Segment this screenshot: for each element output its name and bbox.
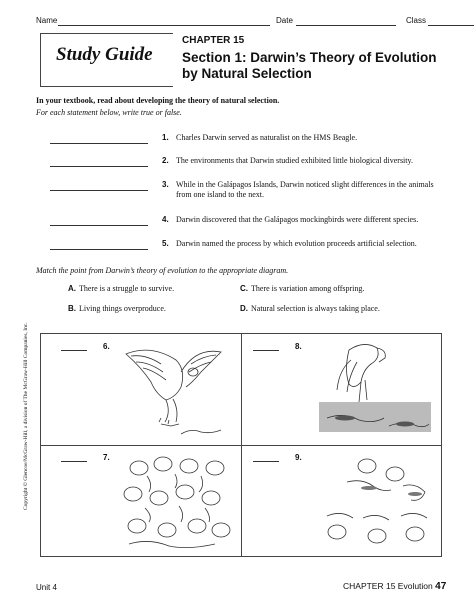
answer-blank-2[interactable] bbox=[50, 166, 148, 167]
option-a bbox=[68, 284, 174, 293]
footer-chapter bbox=[343, 581, 446, 592]
statement-number: 2. bbox=[162, 156, 169, 165]
name-label: Name bbox=[36, 16, 58, 25]
statement-number: 1. bbox=[162, 133, 169, 142]
statement-number: 4. bbox=[162, 215, 169, 224]
ground-shading bbox=[319, 402, 431, 432]
answer-blank-5[interactable] bbox=[50, 249, 148, 250]
diagram-number: 7. bbox=[103, 453, 110, 462]
diagram-number: 9. bbox=[295, 453, 302, 462]
reading-instruction: In your textbook, read about developing the theory of natural selection. bbox=[36, 96, 280, 105]
matching-instruction: Match the point from Darwin’s theory of evolution to the appropriate diagram. bbox=[36, 266, 289, 275]
diagram-answer-blank-7[interactable] bbox=[61, 461, 87, 462]
statement-text: Darwin named the process by which evolution proceeds artificial selection. bbox=[176, 239, 417, 248]
option-d bbox=[240, 304, 380, 313]
option-letter: C. bbox=[240, 284, 248, 293]
page-number: 47 bbox=[435, 581, 447, 592]
eagle-hunting-illustration bbox=[121, 342, 236, 442]
statement-text: Darwin discovered that the Galápagos mockingbirds were different species. bbox=[176, 215, 419, 224]
option-letter: D. bbox=[240, 304, 248, 313]
class-label: Class bbox=[406, 16, 427, 25]
section-title: Section 1: Darwin’s Theory of Evolution by Natural Selection bbox=[182, 50, 437, 81]
eggs-hatching-illustration bbox=[119, 452, 237, 554]
study-guide-title: Study Guide bbox=[56, 44, 153, 65]
date-label: Date bbox=[276, 16, 293, 25]
copyright-notice: Copyright © Glencoe/McGraw-Hill, a division of The McGraw-Hill Companies, Inc. bbox=[23, 322, 29, 510]
option-c bbox=[240, 284, 364, 293]
statement-text: Charles Darwin served as naturalist on the HMS Beagle. bbox=[176, 133, 358, 142]
name-field[interactable] bbox=[58, 25, 270, 26]
diagram-answer-blank-8[interactable] bbox=[253, 350, 279, 351]
statement-number: 3. bbox=[162, 180, 169, 189]
grid-divider bbox=[41, 445, 441, 446]
footer-chapter-label: CHAPTER 15 Evolution bbox=[343, 581, 433, 591]
footer-unit: Unit 4 bbox=[36, 583, 57, 592]
diagram-number: 6. bbox=[103, 342, 110, 351]
chapter-label: CHAPTER 15 bbox=[182, 35, 245, 46]
option-letter: A. bbox=[68, 284, 76, 293]
class-field[interactable] bbox=[428, 25, 474, 26]
diagram-number: 8. bbox=[295, 342, 302, 351]
answer-blank-3[interactable] bbox=[50, 190, 148, 191]
diagram-grid bbox=[40, 333, 442, 557]
diagram-answer-blank-6[interactable] bbox=[61, 350, 87, 351]
true-false-instruction: For each statement below, write true or false. bbox=[36, 108, 182, 117]
diagram-answer-blank-9[interactable] bbox=[253, 461, 279, 462]
predator-lizards-illustration bbox=[309, 340, 437, 442]
option-b bbox=[68, 304, 166, 313]
date-field[interactable] bbox=[296, 25, 396, 26]
statement-text: While in the Galápagos Islands, Darwin noticed slight differences in the animals from one island to the next. bbox=[176, 180, 434, 199]
option-text: There is variation among offspring. bbox=[251, 284, 365, 293]
statement-text: The environments that Darwin studied exhibited little biological diversity. bbox=[176, 156, 413, 165]
option-text: Natural selection is always taking place. bbox=[251, 304, 380, 313]
option-text: There is a struggle to survive. bbox=[79, 284, 175, 293]
answer-blank-1[interactable] bbox=[50, 143, 148, 144]
answer-blank-4[interactable] bbox=[50, 225, 148, 226]
statement-number: 5. bbox=[162, 239, 169, 248]
varied-lizards-illustration bbox=[307, 452, 437, 554]
option-text: Living things overproduce. bbox=[79, 304, 166, 313]
option-letter: B. bbox=[68, 304, 76, 313]
